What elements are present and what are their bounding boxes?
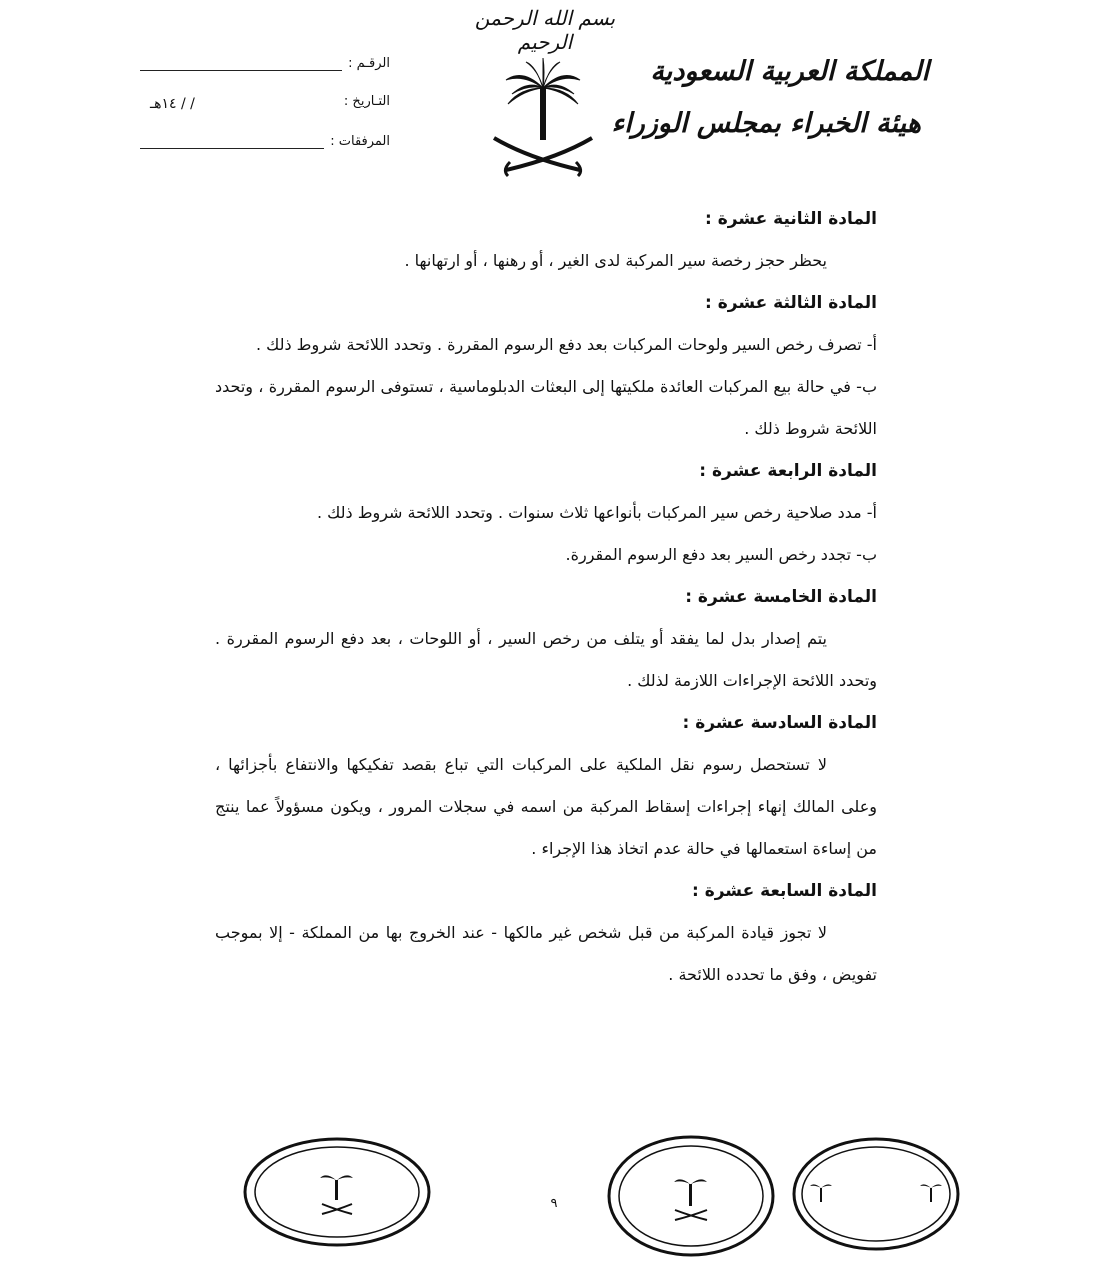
article-paragraph: يحظر حجز رخصة سير المركبة لدى الغير ، أو رهنها ، أو ارتهانها . — [404, 251, 827, 270]
article-14 — [215, 450, 877, 576]
article-title: المادة الثالثة عشرة : — [705, 293, 877, 313]
authority-seal-stamp — [242, 1136, 432, 1248]
article-title: المادة الثانية عشرة : — [705, 209, 877, 229]
palm-swords-emblem-icon — [488, 58, 598, 180]
article-title: المادة السابعة عشرة : — [691, 881, 877, 901]
article-12 — [215, 198, 877, 282]
article-17 — [215, 870, 877, 996]
article-16 — [215, 702, 877, 870]
article-13 — [215, 282, 877, 450]
article-title: المادة الخامسة عشرة : — [685, 587, 877, 607]
date-label: التـاريخ : — [343, 94, 390, 109]
article-paragraph: يتم إصدار بدل لما يفقد أو يتلف من رخص السير ، أو اللوحات ، بعد دفع الرسوم المقررة . وتحدد اللائحة الإجراءات اللازمة لذلك . — [215, 629, 877, 690]
article-title: المادة الرابعة عشرة : — [699, 461, 877, 481]
article-paragraph: ب- تجدد رخص السير بعد دفع الرسوم المقررة. — [565, 545, 877, 564]
true-copy-seal-stamp — [790, 1136, 962, 1252]
article-paragraph: لا تجوز قيادة المركبة من قبل شخص غير مالكها - عند الخروج بها من المملكة - إلا بموجب تفويض ، وفق ما تحدده اللائحة . — [215, 923, 877, 984]
page-number: ٩ — [550, 1196, 558, 1211]
article-15 — [215, 576, 877, 702]
document-body — [215, 198, 877, 996]
country-name: المملكة العربية السعودية — [650, 56, 929, 87]
attachments-field — [140, 134, 390, 149]
article-paragraph: ب- في حالة بيع المركبات العائدة ملكيتها إلى البعثات الدبلوماسية ، تستوفى الرسوم المقررة ، وتحدد اللائحة شروط ذلك . — [215, 377, 877, 438]
authority-name: هيئة الخبراء بمجلس الوزراء — [611, 108, 921, 139]
attachments-label: المرفقات : — [330, 134, 390, 149]
attachments-line — [140, 138, 324, 149]
article-paragraph: أ- تصرف رخص السير ولوحات المركبات بعد دفع الرسوم المقررة . وتحدد اللائحة شروط ذلك . — [255, 335, 877, 354]
article-title: المادة السادسة عشرة : — [682, 713, 877, 733]
date-value: / / ١٤هـ — [150, 96, 195, 112]
article-paragraph: لا تستحصل رسوم نقل الملكية على المركبات التي تباع بقصد تفكيكها والانتفاع بأجزائها ، وعلى المالك إنهاء إجراءات إسقاط المركبة من اسمه في سجلات المرور ، ويكون مسؤولاً عما ينتج من إساءة استعمالها في حالة عدم اتخاذ هذا الإجراء . — [215, 755, 877, 858]
reference-line — [140, 60, 342, 71]
reference-label: الرقـم : — [348, 56, 390, 71]
article-paragraph: أ- مدد صلاحية رخص سير المركبات بأنواعها ثلاث سنوات . وتحدد اللائحة شروط ذلك . — [316, 503, 877, 522]
reference-field — [140, 56, 390, 71]
basmala: بسم الله الرحمن الرحيم — [474, 6, 616, 54]
secretariat-seal-stamp — [605, 1134, 777, 1258]
